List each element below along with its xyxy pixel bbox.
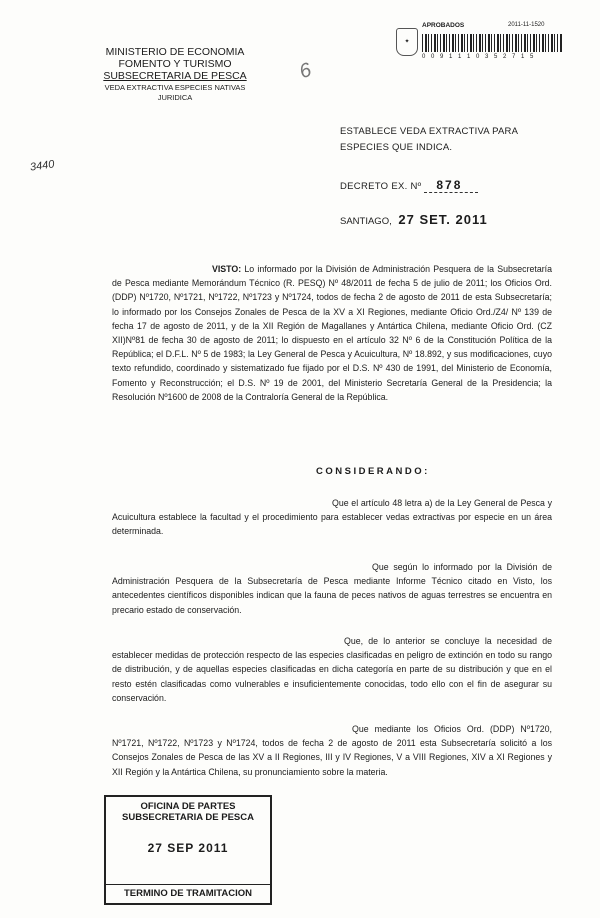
approval-stamp <box>390 22 570 66</box>
approval-label: APROBADOS <box>422 22 465 29</box>
department-line: VEDA EXTRACTIVA ESPECIES NATIVAS <box>104 83 246 92</box>
barcode-icon <box>422 34 562 52</box>
office-stamp-subtitle: SUBSECRETARIA DE PESCA <box>122 812 254 823</box>
approval-ref: 2011-11-1520 <box>508 22 545 28</box>
decree-date-line <box>340 212 488 227</box>
considerando-heading: CONSIDERANDO: <box>316 466 430 477</box>
city: SANTIAGO, <box>340 216 392 227</box>
visto-paragraph <box>112 262 552 404</box>
considerando-paragraph: Que mediante los Oficios Ord. (DDP) Nº1720, Nº1721, Nº1722, Nº1723 y Nº1724, todos de fecha 2 de agosto de 2011 esta Subsecretaría solicitó a los Consejos Zonales de Pesca de las XV a II Regiones, III y IV Regiones, V a VIII Regiones, XIV a XI Regiones y XII Región y la Antártica Chilena, su pronunciamiento sobre la materia. <box>112 724 552 777</box>
decree-subject: ESTABLECE VEDA EXTRACTIVA PARA ESPECIES QUE INDICA. <box>340 126 518 153</box>
handwritten-mark: 6 <box>296 58 315 84</box>
ministry-name: MINISTERIO DE ECONOMIA <box>105 46 245 58</box>
ministry-header <box>70 46 280 102</box>
visto-label: VISTO: <box>212 264 242 274</box>
decree-number: 878 <box>424 178 478 193</box>
considerando-paragraph: Que el artículo 48 letra a) de la Ley General de Pesca y Acuicultura establece la facultad y el procedimiento para establecer vedas extractivas por especie en un área determinada. <box>112 498 552 537</box>
chile-crest-icon: ✦ <box>396 28 418 56</box>
considerando-paragraph: Que según lo informado por la División de Administración Pesquera de la Subsecretaría de Pesca mediante Informe Técnico citado en Visto, los antecedentes científicos disponibles indican que la fauna de peces nativos de aguas terrestres se encuentra en precario estado de conservación. <box>112 562 552 615</box>
barcode-number: 0 0 9 1 1 1 0 3 5 2 7 1 5 <box>422 54 536 60</box>
office-stamp-footer: TERMINO DE TRAMITACION <box>106 884 270 903</box>
subsecretaria-name: SUBSECRETARIA DE PESCA <box>103 70 247 82</box>
juridica-line: JURIDICA <box>157 93 193 102</box>
ministry-subtitle: FOMENTO Y TURISMO <box>118 58 232 70</box>
office-stamp-date: 27 SEP 2011 <box>147 841 229 855</box>
office-stamp-title: OFICINA DE PARTES <box>140 801 236 812</box>
handwritten-number: 3440 <box>29 158 56 174</box>
visto-text: Lo informado por la División de Administración Pesquera de la Subsecretaría de Pesca mediante Memorándum Técnico (R. PESQ) Nº 48/2011 de fecha 5 de julio de 2011; los Oficios Ord. (DDP) Nº1720, Nº1721, Nº1722, Nº1723 y Nº1724, todos de fecha 2 de agosto de 2011 de esta Subsecretaría; lo informado por los Consejos Zonales de Pesca de la XV a XI Regiones, mediante Oficio Ord./Z4/ Nº 139 de fecha 17 de agosto de 2011, y de la XII Región de Magallanes y Antártica Chilena, mediante Oficio Ord. (CZ XII)Nº81 de fecha 30 de agosto de 2011; lo dispuesto en el artículo 32 Nº 6 de la Constitución Política de la República; el D.F.L. Nº 5 de 1983; la Ley General de Pesca y Acuicultura, Nº 18.892, y sus modificaciones, cuyo texto refundido, coordinado y sistematizado fue fijado por el D.S. Nº 430 de 1991, del Ministerio de Economía, Fomento y Reconstrucción; el D.S. Nº 19 de 2001, del Ministerio Secretaría General de la Presidencia; la Resolución Nº1600 de 2008 de la Contraloría General de la República. <box>112 264 552 402</box>
decree-number-line <box>340 178 478 192</box>
decree-date: 27 SET. 2011 <box>398 212 488 227</box>
office-stamp <box>104 795 272 905</box>
decree-label: DECRETO EX. Nº <box>340 181 422 192</box>
considerando-paragraph: Que, de lo anterior se concluye la necesidad de establecer medidas de protección respecto de las especies clasificadas en peligro de extinción en todo su rango de distribución, y de aquellas especies clasificadas en dicha categoría en parte de su distribución y que en el resto estén clasificadas como vulnerables e insuficientemente conocidas, todo ello con el fin de asegurar su conservación. <box>112 636 552 703</box>
